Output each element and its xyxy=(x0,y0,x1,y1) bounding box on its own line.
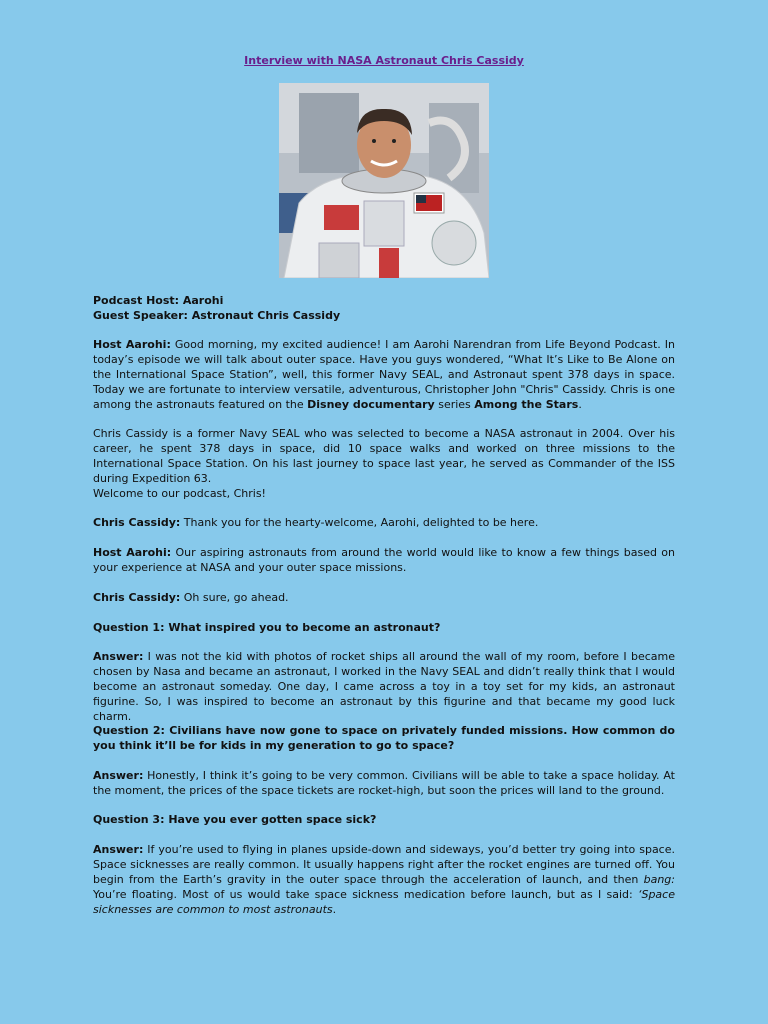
answer-1 xyxy=(93,649,675,724)
question-1 xyxy=(93,620,675,635)
answer-text: . xyxy=(332,903,337,916)
astronaut-photo xyxy=(279,83,489,278)
astronaut-illustration xyxy=(279,83,489,278)
speaker-label: Host Aarohi: xyxy=(93,338,171,351)
speaker-label: Chris Cassidy: xyxy=(93,516,181,529)
intro-text: Good morning, my excited audience! I am Aarohi Narendran from Life Beyond Podcast. In today’s episode we will talk about outer space. Have you guys wondered, “What It’s Like to Be Alone on the International Space Station”, well, this former Navy SEAL, and Astronaut spent 378 days in space. Today we are fortunate to interview versatile, adventurous, Christopher John "Chris" Cassidy. Chris is one among the astronauts featured on the xyxy=(93,338,675,411)
speakers-block xyxy=(93,293,675,323)
bio-paragraph xyxy=(93,426,675,486)
welcome-paragraph xyxy=(93,486,675,501)
intro-bold-text: Among the Stars xyxy=(474,398,579,411)
bio-text: Chris Cassidy is a former Navy SEAL who was selected to become a NASA astronaut in 2004. Over his career, he spent 378 days in space, did 10 space walks and worked on three missions to the International Space Station. On his last journey to space last year, he served as Commander of the ISS during Expedition 63. xyxy=(93,427,675,485)
answer-text: You’re floating. Most of us would take space sickness medication before launch, but as I said: xyxy=(93,888,638,901)
reply-text: Thank you for the hearty-welcome, Aarohi, delighted to be here. xyxy=(180,516,539,529)
answer-label: Answer: xyxy=(93,769,144,782)
speaker-label: Chris Cassidy: xyxy=(93,591,181,604)
reply-text: Oh sure, go ahead. xyxy=(180,591,289,604)
answer-label: Answer: xyxy=(93,650,144,663)
answer-text: If you’re used to flying in planes upside-down and sideways, you’d better try going into space. Space sicknesses are really common. It usually happens right after the rocket engines are turned off. You begin from the Earth’s gravity in the outer space through the acceleration of launch, and then xyxy=(93,843,675,886)
answer-2 xyxy=(93,768,675,798)
answer-text: I was not the kid with photos of rocket ships all around the wall of my room, before I became chosen by Nasa and became an astronaut, I worked in the Navy SEAL and didn’t really think that I would become an astronaut someday. One day, I came across a toy in a toy set for my kids, an astronaut figurine. So, I was inspired to become an astronaut by this figurine and that became my good luck charm. xyxy=(93,650,675,723)
host-text: Our aspiring astronauts from around the world would like to know a few things based on your experience at NASA and your outer space missions. xyxy=(93,546,675,574)
document-title[interactable]: Interview with NASA Astronaut Chris Cassidy xyxy=(244,54,524,67)
question-text: Question 2: Civilians have now gone to space on privately funded missions. How common do you think it’ll be for kids in my generation to go to space? xyxy=(93,724,675,752)
welcome-text: Welcome to our podcast, Chris! xyxy=(93,487,266,500)
question-2 xyxy=(93,723,675,753)
answer-label: Answer: xyxy=(93,843,144,856)
answer-italic-text: bang: xyxy=(643,873,675,886)
host-line: Podcast Host: Aarohi xyxy=(93,294,224,307)
intro-text: series xyxy=(434,398,475,411)
intro-text: . xyxy=(578,398,582,411)
answer-italic-text: ‘Space sicknesses are common to most astronauts xyxy=(93,888,675,916)
question-3 xyxy=(93,812,675,827)
answer-text: Honestly, I think it’s going to be very common. Civilians will be able to take a space holiday. At the moment, the prices of the space tickets are rocket-high, but soon the prices will land to the ground. xyxy=(93,769,675,797)
guest-line: Guest Speaker: Astronaut Chris Cassidy xyxy=(93,309,341,322)
question-text: Question 3: Have you ever gotten space sick? xyxy=(93,813,377,826)
host-paragraph xyxy=(93,545,675,575)
answer-3 xyxy=(93,842,675,917)
reply-paragraph xyxy=(93,590,675,605)
reply-paragraph xyxy=(93,515,675,530)
speaker-label: Host Aarohi: xyxy=(93,546,172,559)
intro-paragraph xyxy=(93,337,675,412)
question-text: Question 1: What inspired you to become an astronaut? xyxy=(93,621,441,634)
intro-bold-text: Disney documentary xyxy=(307,398,435,411)
